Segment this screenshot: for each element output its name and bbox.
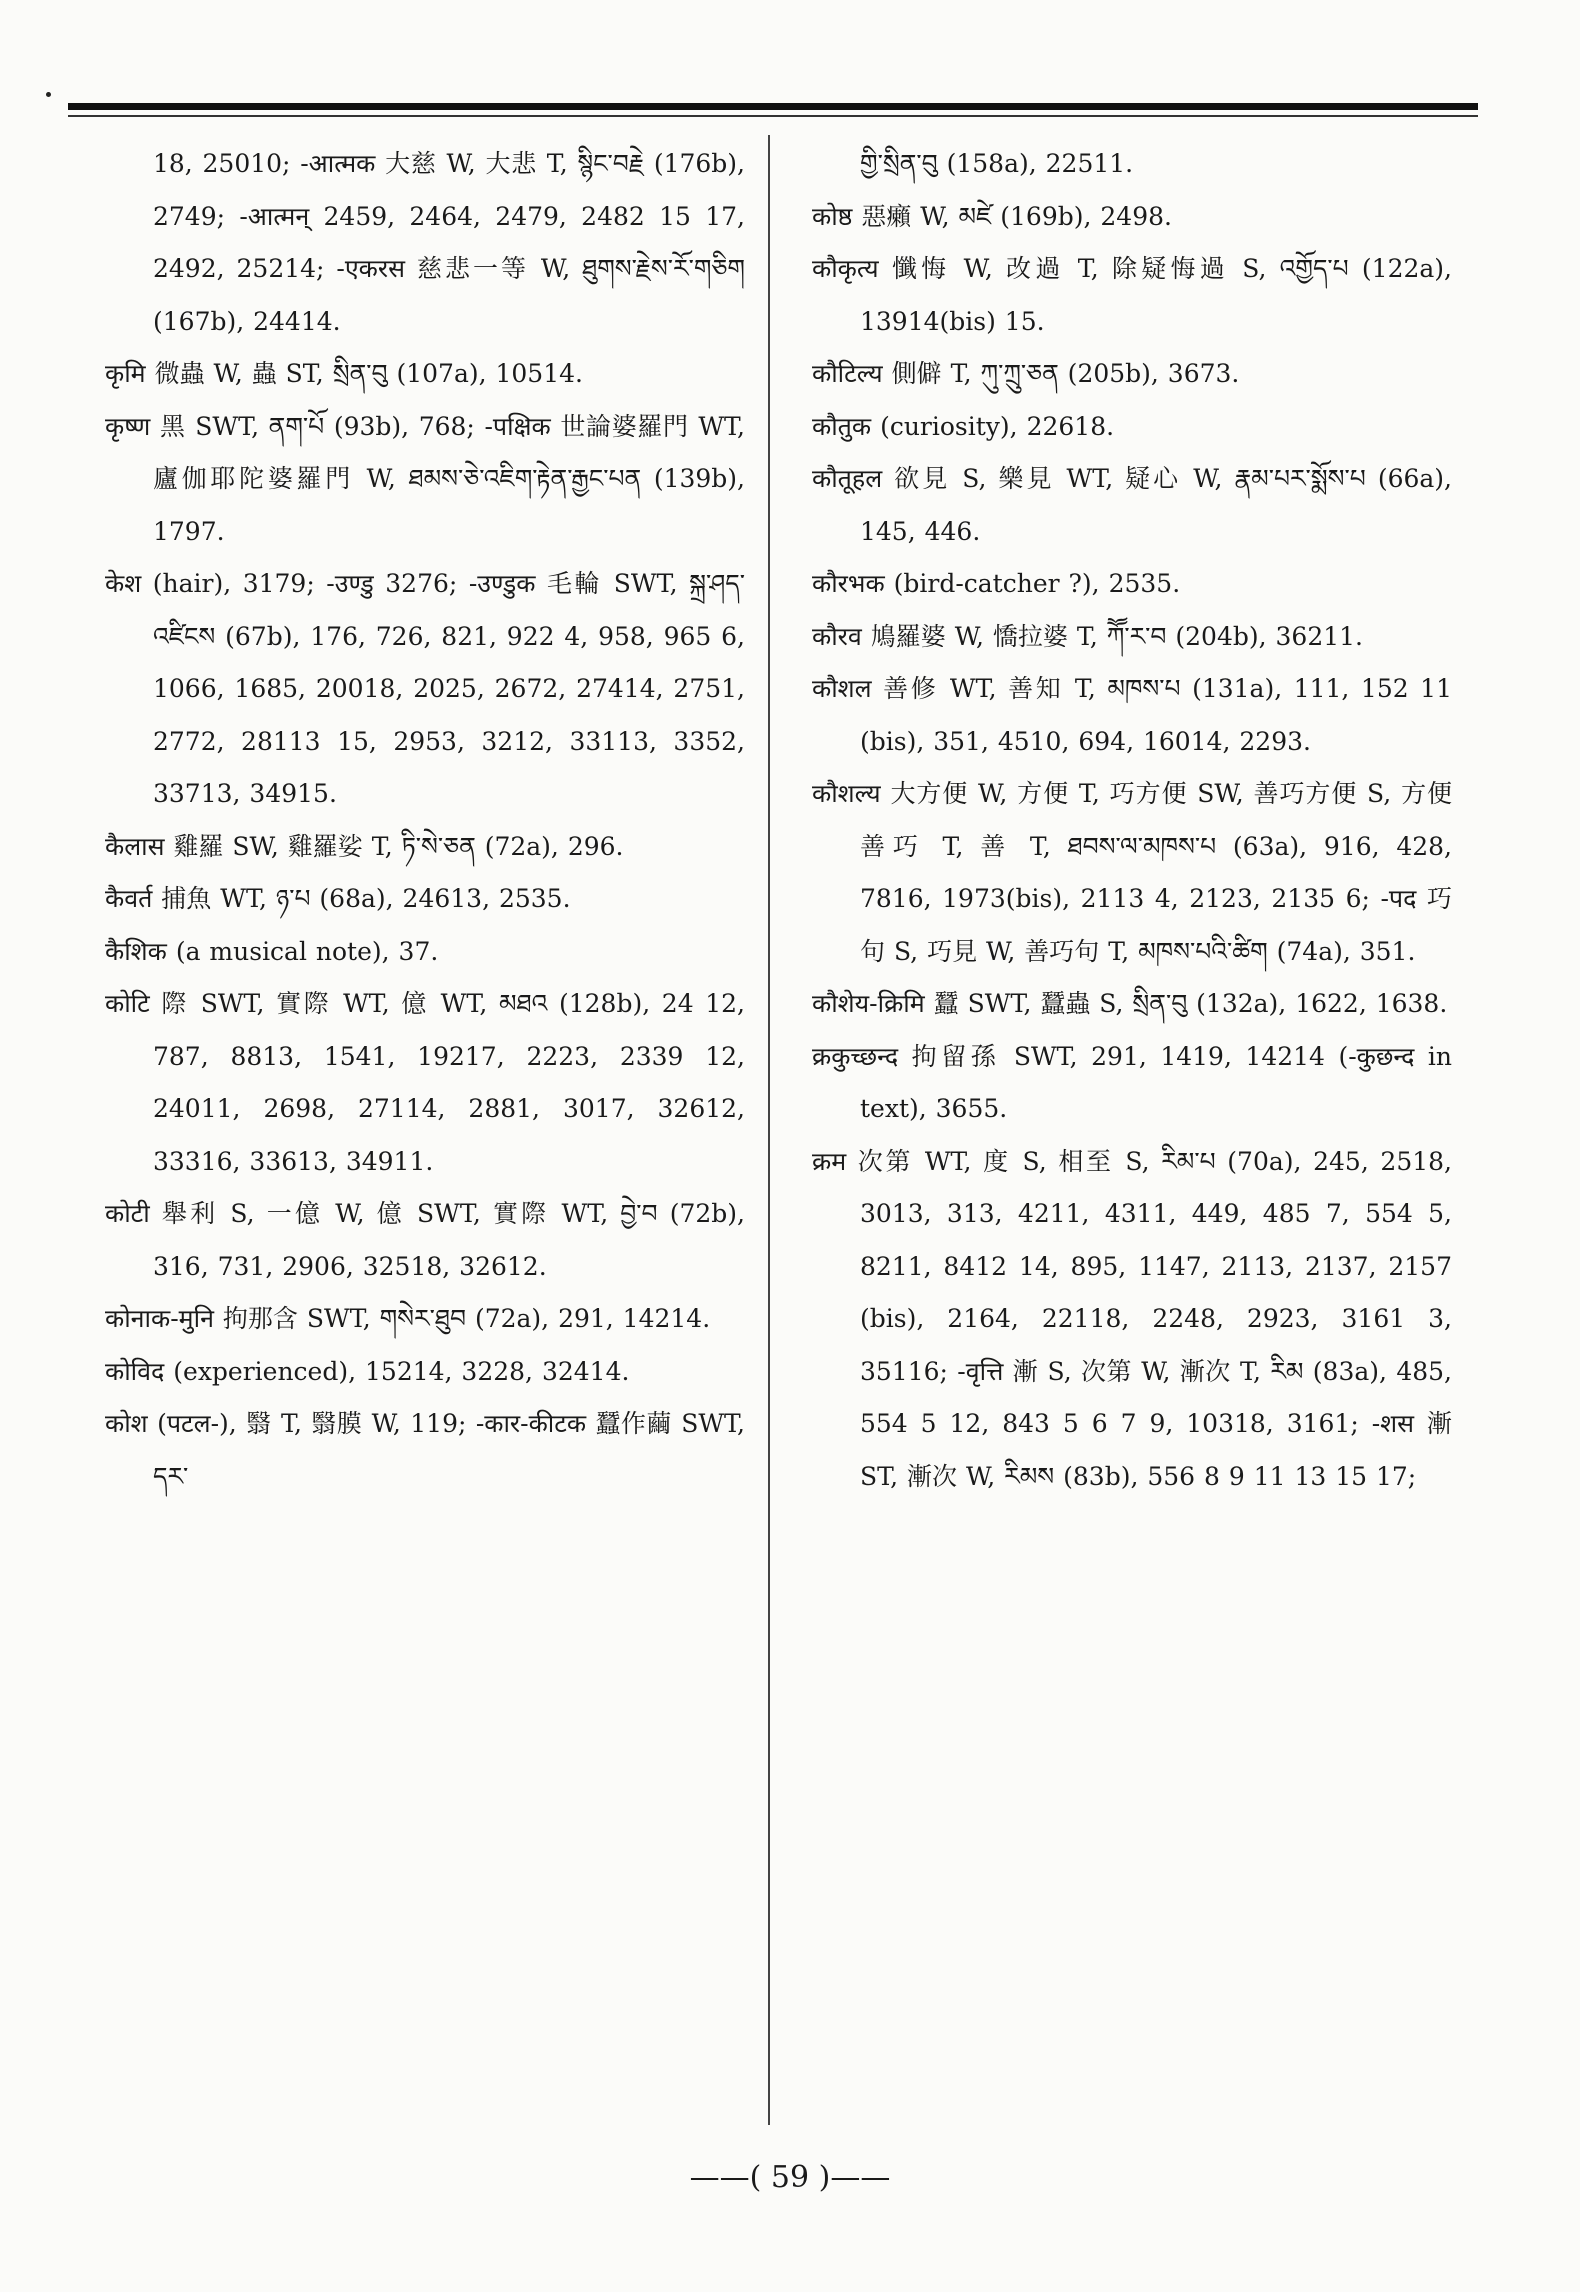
dictionary-entry: कैलास 雞羅 SW, 雞羅娑 T, ཏི་སེ་ཅན (72a), 296. xyxy=(105,831,624,861)
dictionary-entry: क्रकुच्छन्द 拘留孫 SWT, 291, 1419, 14214 (-कुछन्द in text), 3655. xyxy=(812,1041,1452,1123)
dictionary-entry: कौशल्य 大方便 W, 方便 T, 巧方便 SW, 善巧方便 S, 方便善巧 T, 善 T, ཐབས་ལ་མཁས་པ (63a), 916, 428, 7816, 1973(bis), 2113 4, 2123, 2135 6; -पद 巧句 S, 巧見 W, 善巧句 T, མཁས་པའི་ཚིག (74a), 351. xyxy=(812,779,1452,966)
right-column xyxy=(812,138,1452,1503)
left-column xyxy=(105,138,745,1503)
dictionary-entry: कैशिक (a musical note), 37. xyxy=(105,936,439,966)
page-number: ——( 59 )—— xyxy=(689,2160,891,2195)
dictionary-entry: कौकृत्य 懺悔 W, 改過 T, 除疑悔過 S, འགྱོད་པ (122a), 13914(bis) 15. xyxy=(812,254,1452,336)
dictionary-entry: केश (hair), 3179; -उण्डु 3276; -उण्डुक 毛輪 SWT, སྐྲ་ཤད་འཛིངས (67b), 176, 726, 821, 922 4, 958, 965 6, 1066, 1685, 20018, 2025, 2672, 27414, 2751, 2772, 28113 15, 2953, 3212, 33113, 3352, 33713, 34915. xyxy=(105,569,745,808)
dictionary-entry: कौतूहल 欲見 S, 樂見 WT, 疑心 W, རྣམ་པར་སྨོས་པ (66a), 145, 446. xyxy=(812,464,1452,546)
dictionary-entry: कोनाक-मुनि 拘那含 SWT, གསེར་ཐུབ (72a), 291, 14214. xyxy=(105,1304,711,1333)
dictionary-entry: कोश (पटल-), 翳 T, 翳膜 W, 119; -कार-कीटक 蠶作繭 SWT, དར་ xyxy=(105,1409,745,1491)
dictionary-entry: कौतुक (curiosity), 22618. xyxy=(812,411,1115,441)
header-rule-thin xyxy=(68,115,1478,117)
dictionary-entry: कृष्ण 黑 SWT, ནག་པོ (93b), 768; -पक्षिक 世論婆羅門 WT, 廬伽耶陀婆羅門 W, ཐམས་ཅེ་འཇིག་རྟེན་རྒྱང་པན (139b), 1797. xyxy=(105,411,745,546)
dictionary-entry: གྱི་སྲིན་བུ (158a), 22511. xyxy=(860,149,1134,178)
dictionary-entry: कौरभक (bird-catcher ?), 2535. xyxy=(812,569,1181,598)
dictionary-entry: कृमि 微蟲 W, 蟲 ST, སྲིན་བུ (107a), 10514. xyxy=(105,359,583,388)
dictionary-entry: 18, 25010; -आत्मक 大慈 W, 大悲 T, སྙིང་བརྗེ (176b), 2749; -आत्मन् 2459, 2464, 2479, 2482 15 17, 2492, 25214; -एकरस 慈悲一等 W, ཐུགས་རྗེས་རོ་གཅིག (167b), 24414. xyxy=(153,149,745,336)
dictionary-entry: कौशल 善修 WT, 善知 T, མཁས་པ (131a), 111, 152 11 (bis), 351, 4510, 694, 16014, 2293. xyxy=(812,674,1452,756)
dictionary-entry: कोटी 舉利 S, 一億 W, 億 SWT, 實際 WT, བྱེ་བ (72b), 316, 731, 2906, 32518, 32612. xyxy=(105,1199,745,1281)
dictionary-entry: क्रम 次第 WT, 度 S, 相至 S, རིམ་པ (70a), 245, 2518, 3013, 313, 4211, 4311, 449, 485 7, 554 5, 8211, 8412 14, 895, 1147, 2113, 2137, 2157 (bis), 2164, 22118, 2248, 2923, 3161 3, 35116; -वृत्ति 漸 S, 次第 W, 漸次 T, རིམ (83a), 485, 554 5 12, 843 5 6 7 9, 10318, 3161; -शस 漸 ST, 漸次 W, རིམས (83b), 556 8 9 11 13 15 17; xyxy=(812,1146,1452,1491)
page-mark-dot xyxy=(46,92,51,97)
dictionary-entry: कोष्ठ 惡癩 W, མཛེ (169b), 2498. xyxy=(812,201,1172,231)
dictionary-entry: कौशेय-क्रिमि 蠶 SWT, 蠶蟲 S, སྲིན་བུ (132a), 1622, 1638. xyxy=(812,989,1448,1018)
column-divider xyxy=(768,135,770,2125)
header-rule xyxy=(68,103,1478,110)
dictionary-entry: कोटि 際 SWT, 實際 WT, 億 WT, མཐའ (128b), 24 12, 787, 8813, 1541, 19217, 2223, 2339 12, 24011, 2698, 27114, 2881, 3017, 32612, 33316, 33613, 34911. xyxy=(105,989,745,1176)
dictionary-entry: कौटिल्य 側僻 T, ཀུ་ཀྲུ་ཅན (205b), 3673. xyxy=(812,359,1240,388)
dictionary-entry: कोविद (experienced), 15214, 3228, 32414. xyxy=(105,1356,630,1386)
dictionary-entry: कौरव 鳩羅婆 W, 憍拉婆 T, ཀཽ་ར་བ (204b), 36211. xyxy=(812,621,1363,651)
dictionary-entry: कैवर्त 捕魚 WT, ཉ་པ (68a), 24613, 2535. xyxy=(105,884,571,913)
